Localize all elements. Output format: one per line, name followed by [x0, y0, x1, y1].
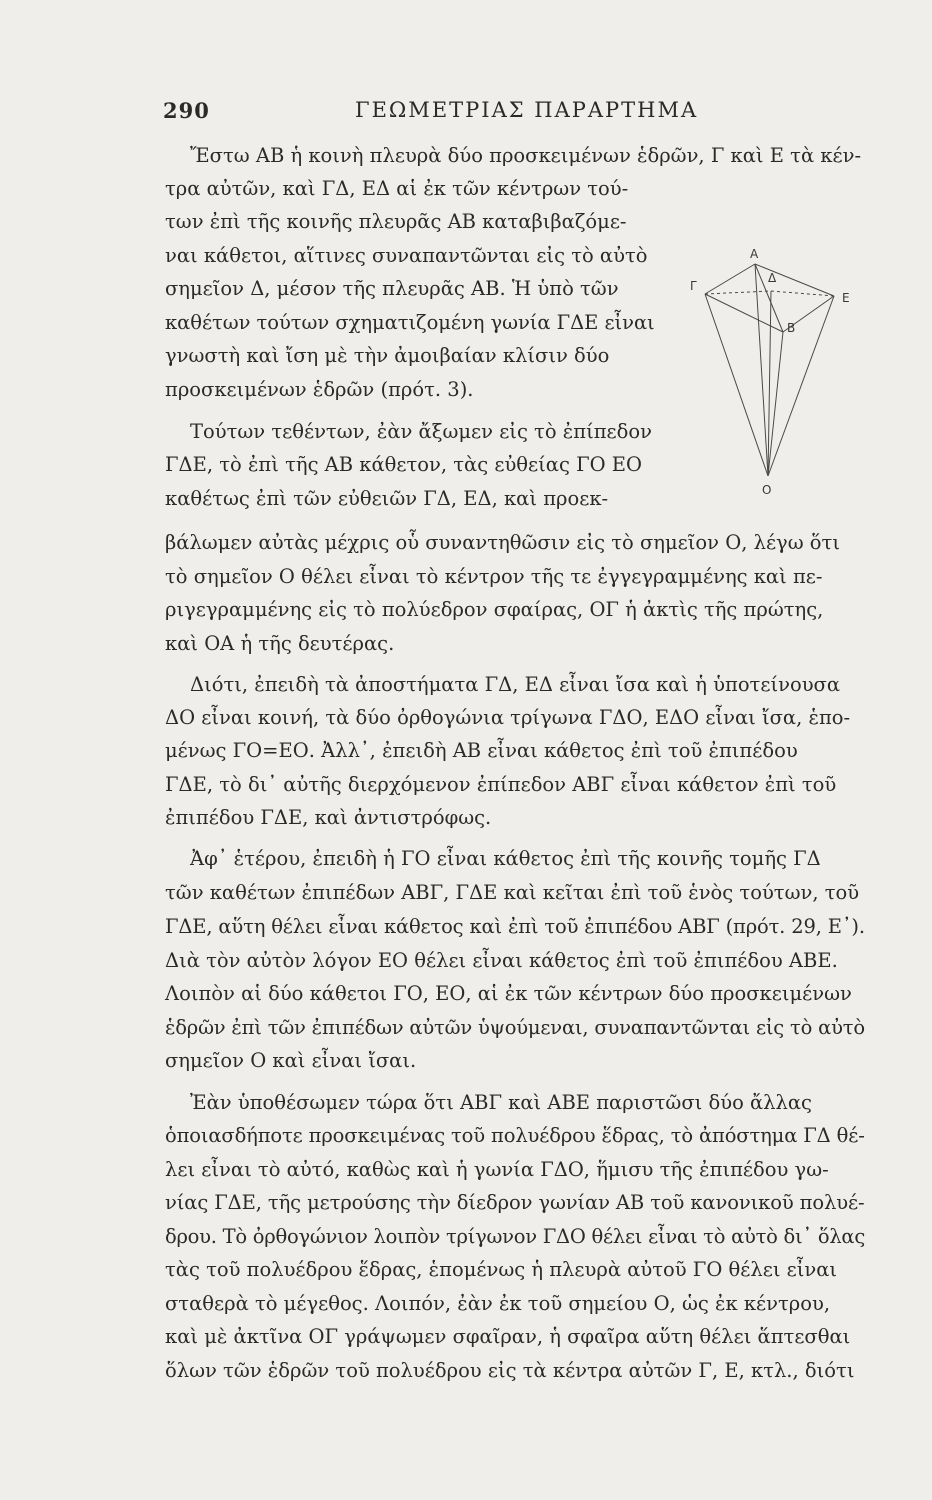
edge-AG: [705, 264, 755, 294]
text-line: των ἐπὶ τῆς κοινῆς πλευρᾶς ΑΒ καταβιβαζόμε-: [165, 210, 627, 233]
text-line: τὰς τοῦ πολυέδρου ἕδρας, ἑπομένως ἡ πλευρὰ αὐτοῦ ΓΟ θέλει εἶναι: [165, 1258, 838, 1281]
running-title: ΓΕΩΜΕΤΡΙΑΣ ΠΑΡΑΡΤΗΜΑ: [355, 98, 699, 122]
text-line: καθέτως ἐπὶ τῶν εὐθειῶν ΓΔ, ΕΔ, καὶ προεκ-: [165, 487, 609, 510]
label-O: Ο: [762, 483, 772, 497]
text-line: ΓΔΕ, αὕτη θέλει εἶναι κάθετος καὶ ἐπὶ τοῦ ἐπιπέδου ΑΒΓ (πρότ. 29, Ε᾽).: [165, 915, 865, 938]
text-line: ΓΔΕ, τὸ ἐπὶ τῆς ΑΒ κάθετον, τὰς εὐθείας ΓΟ ΕΟ: [165, 453, 643, 476]
text-line: τὸ σημεῖον Ο θέλει εἶναι τὸ κέντρον τῆς τε ἐγγεγραμμένης καὶ πε-: [165, 565, 823, 588]
text-line: βάλωμεν αὐτὰς μέχρις οὗ συναντηθῶσιν εἰς τὸ σημεῖον Ο, λέγω ὅτι: [165, 531, 840, 554]
label-G: Γ: [690, 279, 697, 293]
text-line: Λοιπὸν αἱ δύο κάθετοι ΓΟ, ΕΟ, αἱ ἐκ τῶν κέντρων δύο προσκειμένων: [165, 982, 852, 1005]
page-header: [163, 98, 863, 128]
text-line: καὶ μὲ ἀκτῖνα ΟΓ γράψωμεν σφαῖραν, ἡ σφαῖρα αὕτη θέλει ἅπτεσθαι: [165, 1325, 851, 1348]
text-line: μένως ΓΟ=ΕΟ. Ἀλλ᾽, ἐπειδὴ ΑΒ εἶναι κάθετος ἐπὶ τοῦ ἐπιπέδου: [165, 739, 798, 762]
text-line: Διότι, ἐπειδὴ τὰ ἀποστήματα ΓΔ, ΕΔ εἶναι ἴσα καὶ ἡ ὑποτείνουσα: [190, 673, 841, 696]
text-line: λει εἶναι τὸ αὐτό, καθὼς καὶ ἡ γωνία ΓΔΟ, ἥμισυ τῆς ἐπιπέδου γω-: [165, 1158, 829, 1181]
text-line: σταθερὰ τὸ μέγεθος. Λοιπόν, ἐὰν ἐκ τοῦ σημείου Ο, ὡς ἐκ κέντρου,: [165, 1292, 831, 1315]
text-line: ὁποιασδήποτε προσκειμένας τοῦ πολυέδρου ἕδρας, τὸ ἀπόστημα ΓΔ θέ-: [165, 1124, 865, 1147]
text-line: καὶ ΟΑ ἡ τῆς δευτέρας.: [165, 632, 395, 655]
text-line: Τούτων τεθέντων, ἐὰν ἄξωμεν εἰς τὸ ἐπίπεδον: [190, 420, 652, 443]
text-line: Ἀφ᾽ ἑτέρου, ἐπειδὴ ἡ ΓΟ εἶναι κάθετος ἐπὶ τῆς κοινῆς τομῆς ΓΔ: [190, 847, 821, 870]
geometry-figure: [688, 236, 878, 506]
text-line: ΓΔΕ, τὸ δι᾽ αὐτῆς διερχόμενον ἐπίπεδον ΑΒΓ εἶναι κάθετον ἐπὶ τοῦ: [165, 773, 837, 796]
text-line: ριγεγραμμένης εἰς τὸ πολύεδρον σφαίρας, ΟΓ ἡ ἀκτὶς τῆς πρώτης,: [165, 598, 824, 621]
text-line: Διὰ τὸν αὐτὸν λόγον ΕΟ θέλει εἶναι κάθετος ἐπὶ τοῦ ἐπιπέδου ΑΒΕ.: [165, 949, 838, 972]
edge-EO: [768, 296, 834, 476]
text-line: ἑδρῶν ἐπὶ τῶν ἐπιπέδων αὐτῶν ὑψούμεναι, συναπαντῶνται εἰς τὸ αὐτὸ: [165, 1016, 865, 1039]
text-line: δρου. Τὸ ὀρθογώνιον λοιπὸν τρίγωνον ΓΔΟ θέλει εἶναι τὸ αὐτὸ δι᾽ ὅλας: [165, 1225, 866, 1248]
text-line: ὅλων τῶν ἑδρῶν τοῦ πολυέδρου εἰς τὰ κέντρα αὐτῶν Γ, Ε, κτλ., διότι: [165, 1359, 855, 1382]
text-line: ἐπιπέδου ΓΔΕ, καὶ ἀντιστρόφως.: [165, 806, 492, 829]
text-line: ναι κάθετοι, αἵτινες συναπαντῶνται εἰς τὸ αὐτὸ: [165, 244, 648, 267]
page-number: 290: [163, 98, 210, 123]
segment-GD: [705, 291, 771, 294]
text-line: τῶν καθέτων ἐπιπέδων ΑΒΓ, ΓΔΕ καὶ κεῖται ἐπὶ τοῦ ἑνὸς τούτων, τοῦ: [165, 881, 860, 904]
text-line: σημεῖον Δ, μέσον τῆς πλευρᾶς ΑΒ. Ἡ ὑπὸ τῶν: [165, 277, 619, 300]
text-line: τρα αὐτῶν, καὶ ΓΔ, ΕΔ αἱ ἐκ τῶν κέντρων τού-: [165, 177, 629, 200]
text-line: γνωστὴ καὶ ἴση μὲ τὴν ἀμοιβαίαν κλίσιν δύο: [165, 344, 610, 367]
label-E: Ε: [842, 291, 850, 305]
text-line: ΔΟ εἶναι κοινή, τὰ δύο ὀρθογώνια τρίγωνα ΓΔΟ, ΕΔΟ εἶναι ἴσα, ἑπο-: [165, 706, 851, 729]
text-line: προσκειμένων ἑδρῶν (πρότ. 3).: [165, 378, 474, 401]
text-line: Ἔστω ΑΒ ἡ κοινὴ πλευρὰ δύο προσκειμένων ἑδρῶν, Γ καὶ Ε τὰ κέν-: [190, 144, 862, 167]
text-line: νίας ΓΔΕ, τῆς μετρούσης τὴν δίεδρον γωνίαν ΑΒ τοῦ κανονικοῦ πολυέ-: [165, 1191, 865, 1214]
label-D: Δ: [768, 271, 777, 285]
text-line: Ἐὰν ὑποθέσωμεν τώρα ὅτι ΑΒΓ καὶ ΑΒΕ παριστῶσι δύο ἄλλας: [190, 1091, 812, 1114]
label-B: Β: [787, 321, 796, 335]
text-line: σημεῖον Ο καὶ εἶναι ἴσαι.: [165, 1049, 417, 1072]
text-line: καθέτων τούτων σχηματιζομένη γωνία ΓΔΕ εἶναι: [165, 311, 655, 334]
pyramid-diagram: [688, 236, 878, 506]
label-A: Α: [750, 247, 759, 261]
